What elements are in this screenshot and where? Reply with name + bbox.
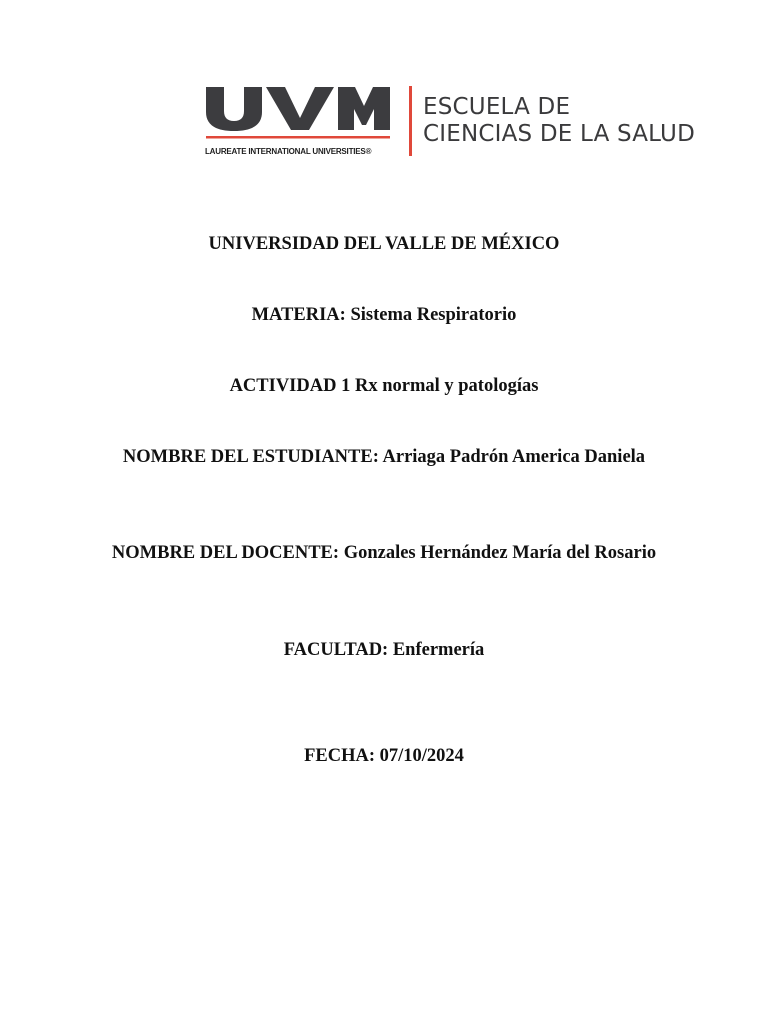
student-label: NOMBRE DEL ESTUDIANTE: xyxy=(122,447,379,467)
faculty-value: Enfermería xyxy=(392,640,485,660)
student-name-line xyxy=(84,444,684,470)
student-name: Arriaga Padrón America Daniela xyxy=(382,447,646,467)
school-name-line-2: CIENCIAS DE LA SALUD xyxy=(423,121,695,147)
logo-tagline: LAUREATE INTERNATIONAL UNIVERSITIES® xyxy=(205,147,372,156)
wordmark-accent-line xyxy=(206,136,390,139)
teacher-label: NOMBRE DEL DOCENTE: xyxy=(111,543,340,563)
date-label: FECHA: xyxy=(304,746,375,766)
subject-label: MATERIA: xyxy=(251,305,346,325)
school-name-line-1: ESCUELA DE xyxy=(423,94,571,120)
school-name xyxy=(423,94,695,148)
teacher-name-line xyxy=(84,540,684,566)
uvm-wordmark-logo xyxy=(204,84,404,144)
activity-title: ACTIVIDAD 1 Rx normal y patologías xyxy=(229,376,539,396)
uvm-logo xyxy=(204,84,704,160)
teacher-name: Gonzales Hernández María del Rosario xyxy=(343,543,657,563)
date-value: 07/10/2024 xyxy=(379,746,464,766)
university-name: UNIVERSIDAD DEL VALLE DE MÉXICO xyxy=(208,234,560,254)
faculty-line xyxy=(84,637,684,663)
logo-divider xyxy=(409,86,412,156)
subject-value: Sistema Respiratorio xyxy=(350,305,517,325)
subject-line xyxy=(84,302,684,328)
faculty-label: FACULTAD: xyxy=(283,640,389,660)
date-line xyxy=(84,743,684,769)
